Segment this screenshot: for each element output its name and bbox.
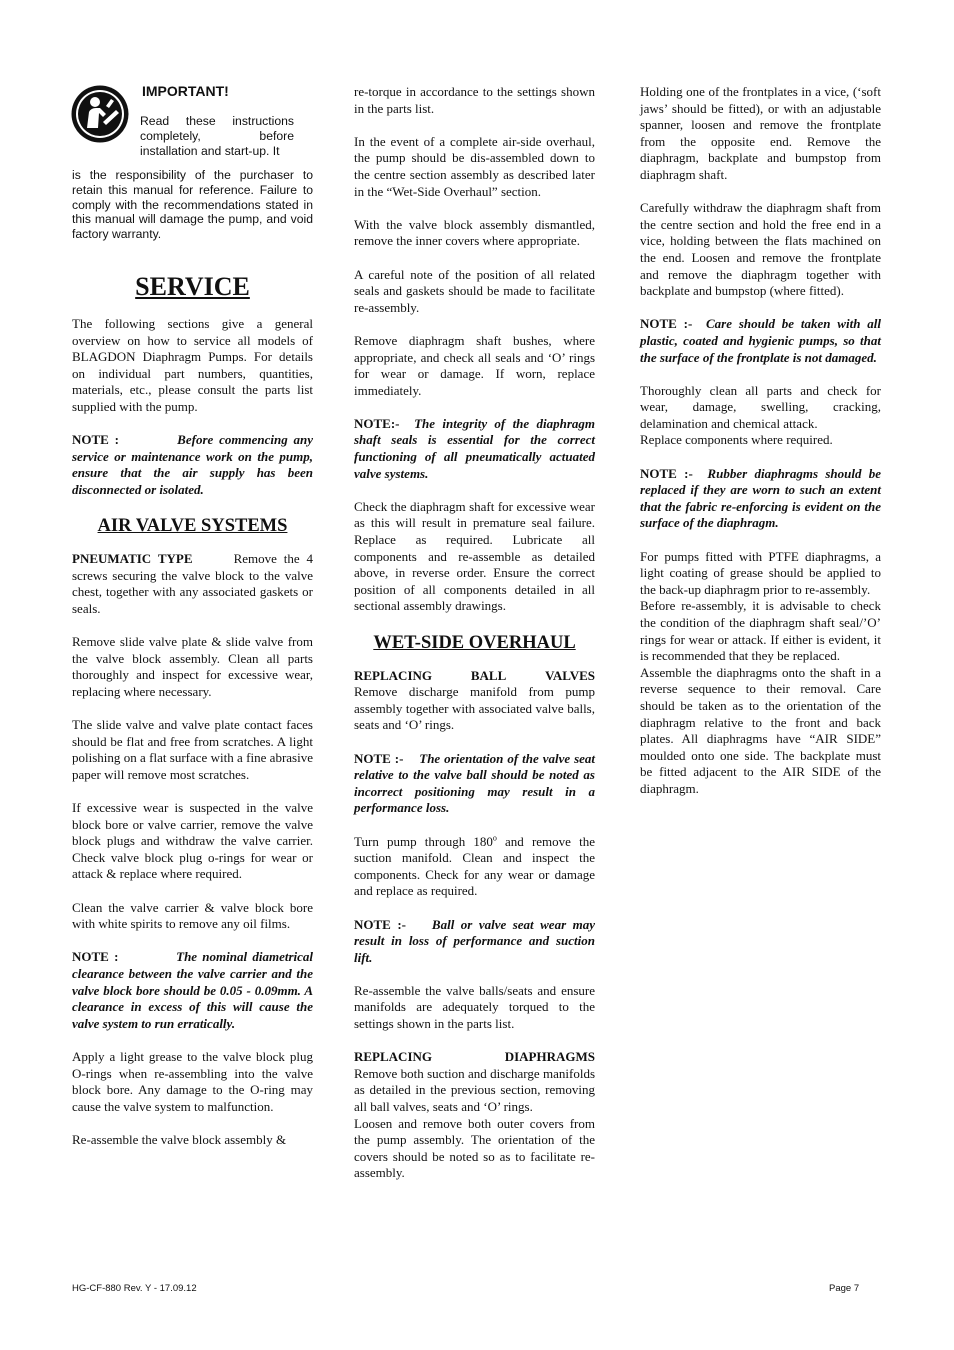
paragraph: Holding one of the frontplates in a vice, (‘soft jaws’ should be fitted), or with an adjustable spanner, loosen and remove the frontplate from the opposite end. Remove the diaphragm, backplate and bumpstop from diaphragm shaft. (640, 84, 881, 182)
note-frontplate (640, 316, 881, 366)
note-label: NOTE :- (354, 750, 404, 766)
paragraph: Carefully withdraw the diaphragm shaft from the centre section and hold the free end in a vice, holding between the flats machined on the end. Loosen and remove the frontplate and remove the diaphragm together with backplate and bumpstop (where fitted). (640, 200, 881, 299)
paragraph: Check the diaphragm shaft for excessive wear as this will result in premature seal failure. Replace as required. Lubricate all components and re-assemble as detailed above, in reverse order. Ensure the correct position of all components detailed in all sectional assembly drawings. (354, 498, 595, 614)
note-label: NOTE:- (354, 415, 400, 431)
paragraph: Remove diaphragm shaft bushes, where appropriate, and check all seals and ‘O’ rings for wear or damage. If worn, replace immediately. (354, 332, 595, 398)
read-manual-icon (70, 84, 130, 144)
text-run: Turn pump through 180 (354, 833, 493, 849)
paragraph: For pumps fitted with PTFE diaphragms, a light coating of grease should be applied to the back-up diaphragm prior to re-assembly. (640, 548, 881, 597)
paragraph (354, 834, 595, 900)
note-text: Ball or valve seat wear may result in loss of performance and suction lift. (354, 916, 596, 965)
paragraph: A careful note of the position of all related seals and gaskets should be made to facilitate re-assembly. (354, 266, 595, 315)
label-word: BALL (470, 667, 507, 683)
paragraph: In the event of a complete air-side overhaul, the pump should be dis-assembled down to the centre section assembly as described later in the “Wet-Side Overhaul” section. (354, 133, 595, 199)
paragraph: Before re-assembly, it is advisable to check the condition of the diaphragm shaft seal/’O’ rings for wear or attack. If either is evident, it is recommended that they be replaced. (640, 598, 881, 664)
note-label: NOTE :- (640, 465, 693, 481)
note-text: The nominal diametrical clearance between the valve carrier and the valve block bore should be 0.05 - 0.09mm. A clearance in excess of this will cause the valve system to run erratically. (72, 949, 314, 1031)
important-box (72, 84, 313, 168)
paragraph: Remove slide valve plate & slide valve from the valve block assembly. Clean all parts thoroughly and inspect for excessive wear, replacing where necessary. (72, 634, 313, 699)
paragraph: Apply a light grease to the valve block plug O-rings when re-assembling into the valve block bore. Any damage to the O-ring may cause the valve system to malfunction. (72, 1048, 313, 1114)
label-word: REPLACING (354, 1049, 433, 1065)
paragraph: Re-assemble the valve block assembly & (72, 1131, 287, 1147)
note-clearance (72, 949, 313, 1032)
paragraph: Re-assemble the valve balls/seats and ensure manifolds are adequately torqued to the settings shown in the parts list. (354, 982, 595, 1032)
note-label: NOTE : (72, 432, 119, 448)
paragraph: Replace components where required. (640, 432, 833, 448)
paragraph: The slide valve and valve plate contact faces should be flat and free from scratches. A light polishing on a flat surface with a fine abrasive paper will remove most scratches. (72, 717, 313, 782)
note-valve-seat (354, 751, 595, 817)
note-label: NOTE : (72, 949, 119, 965)
note-label: NOTE :- (640, 316, 693, 332)
note-text: The integrity of the diaphragm shaft seals is essential for the correct functioning of all pneumatically actuated valve systems. (354, 415, 595, 481)
important-text: Read these instructions completely, before installation and start-up. It (140, 114, 294, 158)
important-text-continued: is the responsibility of the purchaser to retain this manual for reference. Failure to comply with the recommendations stated in this manual will damage the pump, and void factory warranty. (72, 168, 313, 242)
note-text: Rubber diaphragms should be replaced if they are worn to such an extent that the fabric re-enforcing is evident on the surface of the diaphragm. (640, 465, 882, 531)
pneumatic-text: Remove the 4 screws securing the valve block to the valve chest, together with any associated gaskets or seals. (72, 551, 313, 616)
column-2 (354, 84, 595, 1182)
footer-doc-ref: HG-CF-880 Rev. Y - 17.09.12 (72, 1283, 197, 1294)
footer-page-number: Page 7 (829, 1283, 860, 1294)
label-word: VALVES (545, 667, 595, 683)
paragraph: If excessive wear is suspected in the valve block bore or valve carrier, remove the valve block plugs and withdraw the valve carrier. Check valve block plug o-rings for wear or attack & replace where required. (72, 800, 313, 882)
label-word: DIAPHRAGMS (504, 1049, 595, 1065)
service-intro: The following sections give a general overview on how to service all models of BLAGDON Diaphragm Pumps. For details on individual part numbers, quantities, materials, etc., please consult the parts list supplied with the pump. (72, 315, 313, 414)
ball-valves-text: Remove discharge manifold from pump assembly together with associated valve balls, seats and ‘O’ rings. (354, 684, 595, 733)
text-run: and remove the suction manifold. Clean and inspect the components. Check for any wear or damage and replace as required. (354, 833, 595, 899)
note-text: Care should be taken with all plastic, coated and hygienic pumps, so that the surface of the frontplate is not damaged. (640, 316, 881, 365)
note-air-supply (72, 432, 313, 498)
note-seat-wear (354, 917, 595, 967)
pneumatic-paragraph (72, 551, 313, 617)
paragraph: Loosen and remove both outer covers from the pump assembly. The orientation of the covers should be noted so as to facilitate re-assembly. (354, 1115, 595, 1181)
air-valve-heading: AIR VALVE SYSTEMS (97, 516, 288, 537)
replacing-diaphragms-label (354, 1049, 595, 1066)
paragraph: Thoroughly clean all parts and check for wear, damage, swelling, cracking, delamination and chemical attack. (640, 382, 881, 431)
paragraph: With the valve block assembly dismantled, remove the inner covers where appropriate. (354, 216, 595, 249)
pneumatic-label: PNEUMATIC TYPE (72, 551, 193, 567)
service-heading: SERVICE (135, 271, 250, 301)
diaphragms-text: Remove both suction and discharge manifolds as detailed in the previous section, removing all ball valves, seats and ‘O’ rings. (354, 1065, 595, 1115)
column-1 (72, 84, 313, 1148)
wet-side-heading: WET-SIDE OVERHAUL (373, 632, 576, 653)
degree-sup: o (492, 833, 497, 843)
paragraph: Assemble the diaphragms onto the shaft in a reverse sequence to their removal. Care should be taken as to the orientation of the diaphragm relative to the front and back plates. All diaphragms have “AIR SIDE” moulded onto one side. The backplate must be fitted adjacent to the AIR SIDE of the diaphragm. (640, 664, 881, 796)
paragraph: re-torque in accordance to the settings shown in the parts list. (354, 84, 595, 116)
paragraph: Clean the valve carrier & valve block bore with white spirits to remove any oil films. (72, 899, 313, 932)
replacing-ball-valves-label (354, 668, 595, 685)
label-word: REPLACING (354, 667, 433, 683)
column-3 (640, 84, 881, 798)
note-text: Before commencing any service or maintenance work on the pump, ensure that the air supply has been disconnected or isolated. (72, 432, 314, 497)
note-rubber-diaphragms (640, 466, 881, 532)
important-title: IMPORTANT! (142, 83, 229, 99)
note-shaft-seals (354, 416, 595, 482)
note-label: NOTE :- (354, 916, 406, 932)
note-text: The orientation of the valve seat relative to the valve ball should be noted as incorrect positioning may result in a performance loss. (354, 750, 596, 816)
